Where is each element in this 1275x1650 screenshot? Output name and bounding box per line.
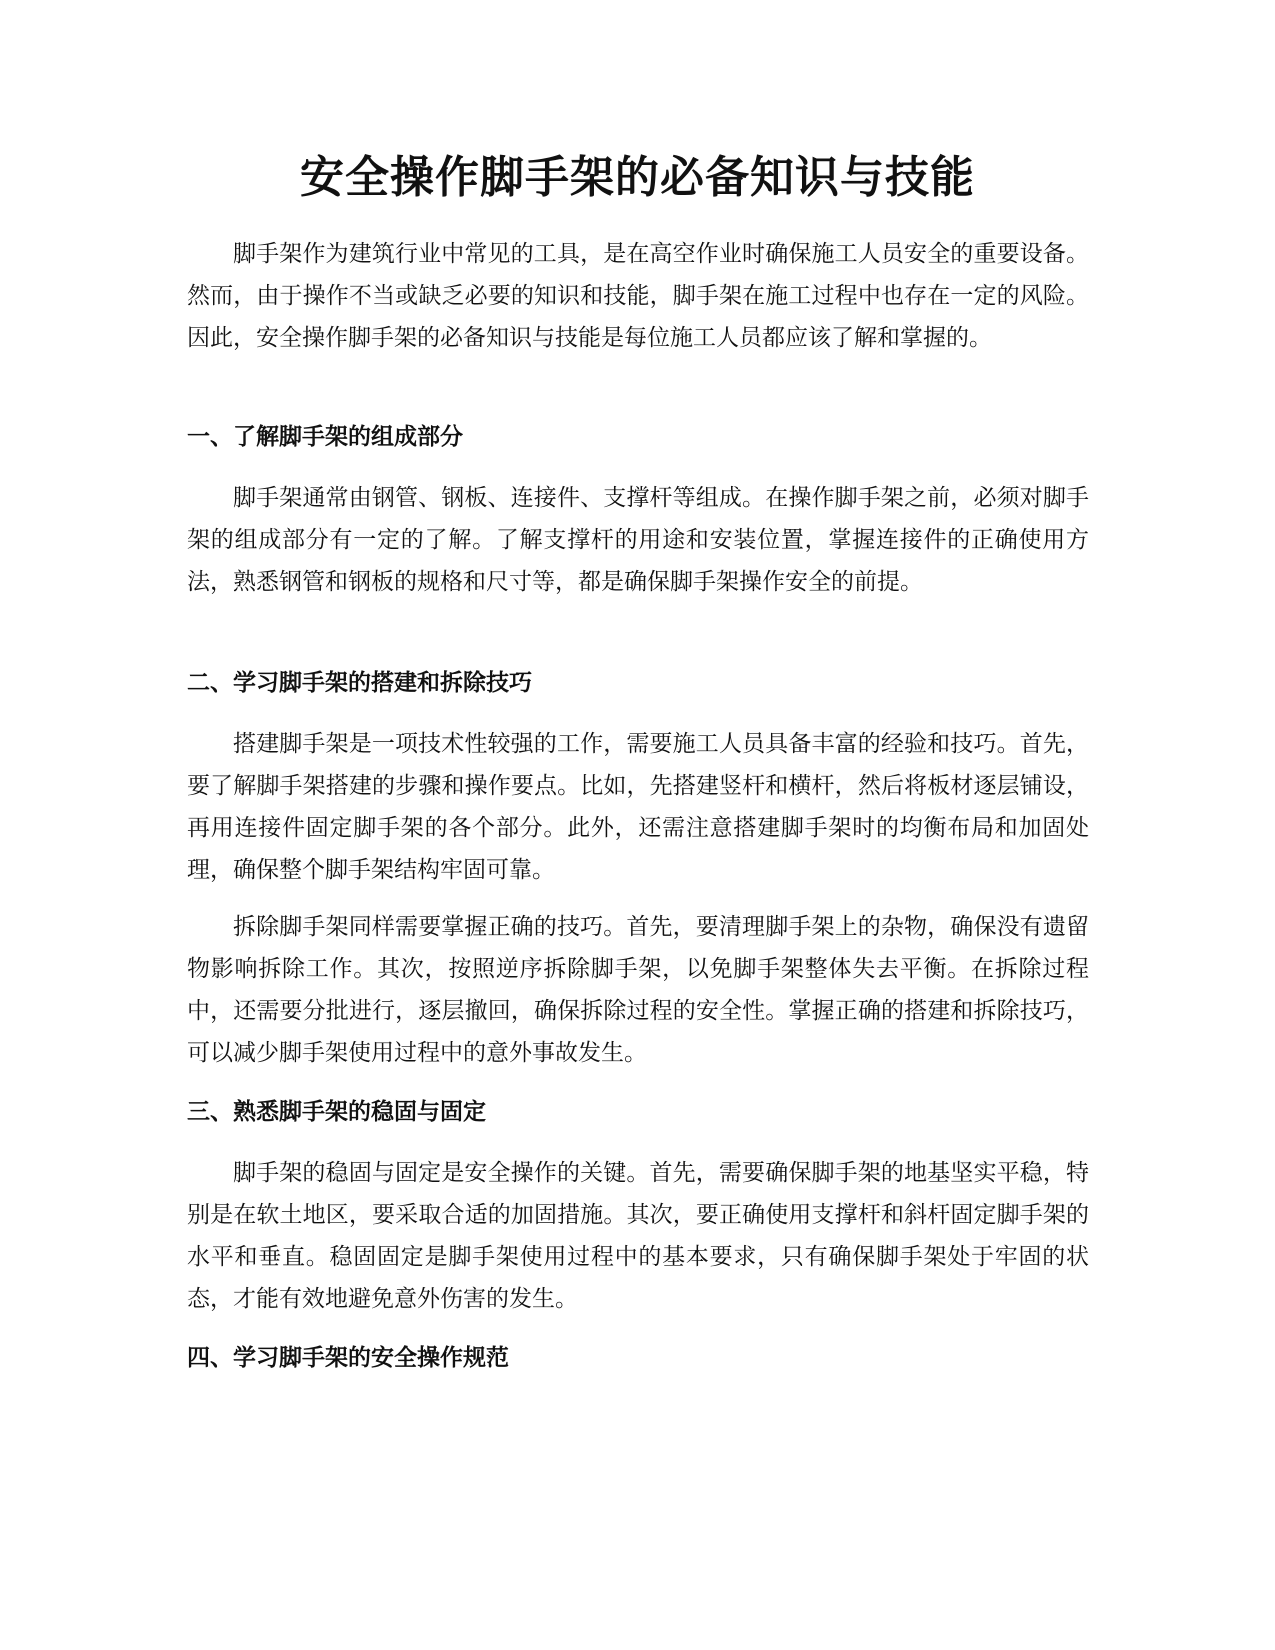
section-1-heading: 一、了解脚手架的组成部分 — [187, 424, 463, 450]
document-title: 安全操作脚手架的必备知识与技能 — [300, 152, 975, 203]
section-2-heading: 二、学习脚手架的搭建和拆除技巧 — [187, 670, 532, 696]
section-2-paragraph-1: 搭建脚手架是一项技术性较强的工作，需要施工人员具备丰富的经验和技巧。首先，要了解脚手架搭建的步骤和操作要点。比如，先搭建竖杆和横杆，然后将板材逐层铺设，再用连接件固定脚手架的各个部分。此外，还需注意搭建脚手架时的均衡布局和加固处理，确保整个脚手架结构牢固可靠。 — [187, 731, 1089, 883]
section-3-heading: 三、熟悉脚手架的稳固与固定 — [187, 1099, 486, 1125]
section-4-heading: 四、学习脚手架的安全操作规范 — [187, 1345, 509, 1371]
section-2-paragraph-2: 拆除脚手架同样需要掌握正确的技巧。首先，要清理脚手架上的杂物，确保没有遗留物影响拆除工作。其次，按照逆序拆除脚手架，以免脚手架整体失去平衡。在拆除过程中，还需要分批进行，逐层撤回，确保拆除过程的安全性。掌握正确的搭建和拆除技巧，可以减少脚手架使用过程中的意外事故发生。 — [187, 914, 1089, 1066]
intro-paragraph: 脚手架作为建筑行业中常见的工具，是在高空作业时确保施工人员安全的重要设备。然而，由于操作不当或缺乏必要的知识和技能，脚手架在施工过程中也存在一定的风险。因此，安全操作脚手架的必备知识与技能是每位施工人员都应该了解和掌握的。 — [187, 241, 1089, 351]
section-1-paragraph-1: 脚手架通常由钢管、钢板、连接件、支撑杆等组成。在操作脚手架之前，必须对脚手架的组成部分有一定的了解。了解支撑杆的用途和安装位置，掌握连接件的正确使用方法，熟悉钢管和钢板的规格和尺寸等，都是确保脚手架操作安全的前提。 — [187, 485, 1089, 595]
section-3-paragraph-1: 脚手架的稳固与固定是安全操作的关键。首先，需要确保脚手架的地基坚实平稳，特别是在软土地区，要采取合适的加固措施。其次，要正确使用支撑杆和斜杆固定脚手架的水平和垂直。稳固固定是脚手架使用过程中的基本要求，只有确保脚手架处于牢固的状态，才能有效地避免意外伤害的发生。 — [187, 1160, 1089, 1312]
